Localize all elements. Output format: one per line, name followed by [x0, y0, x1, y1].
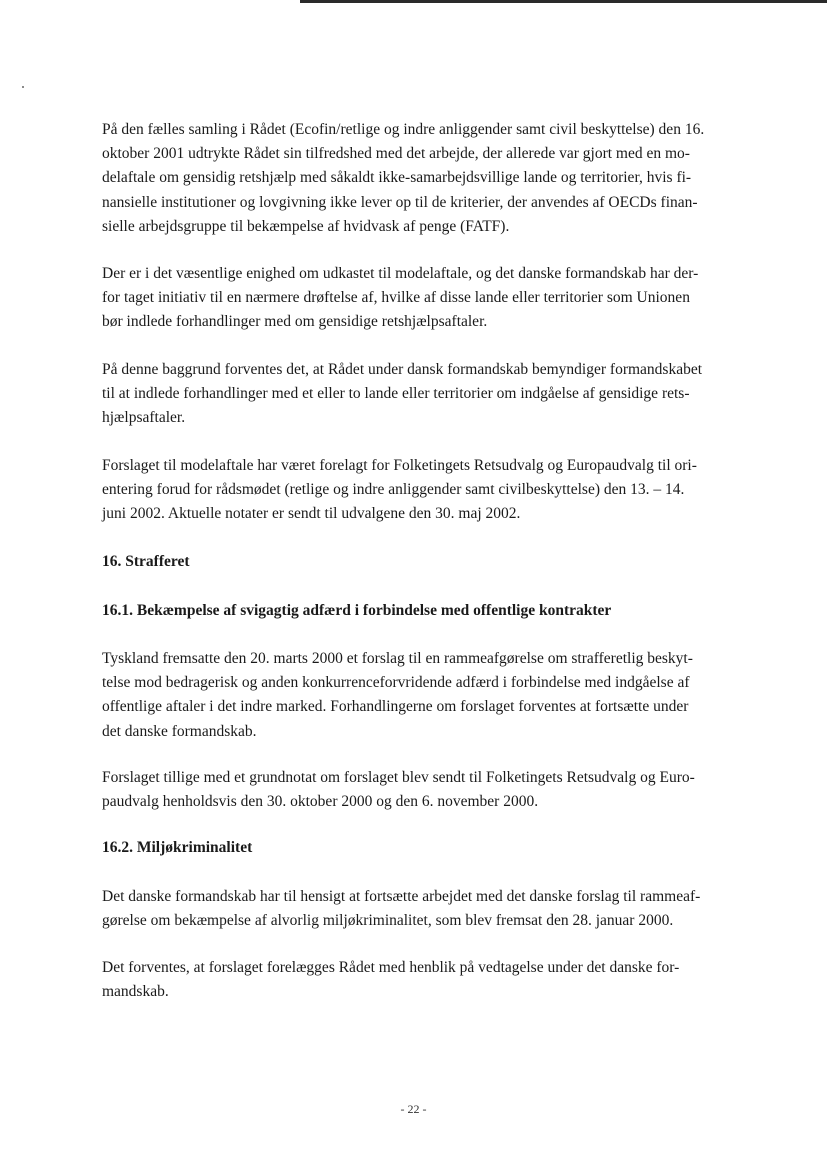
paragraph-line: hjælpsaftaler.: [102, 409, 186, 427]
paragraph-5: [102, 647, 752, 744]
paragraph-line: det danske formandskab.: [102, 722, 257, 740]
section-heading-16-1: [102, 599, 752, 623]
paragraph-line: Der er i det væsentlige enighed om udkastet til modelaftale, og det danske formandskab har der-: [102, 265, 699, 282]
paragraph-line: entering forud for rådsmødet (retlige og indre anliggender samt civilbeskyttelse) den 13. – 14.: [102, 481, 685, 499]
paragraph-7: [102, 885, 752, 933]
paragraph-line: paudvalg henholdsvis den 30. oktober 2000 og den 6. november 2000.: [102, 793, 539, 811]
paragraph-line: Det forventes, at forslaget forelægges Rådet med henblik på vedtagelse under det danske for-: [102, 959, 680, 976]
paragraph-line: Forslaget til modelaftale har været forelagt for Folketingets Retsudvalg og Europaudvalg til ori-: [102, 457, 697, 474]
top-border-rule: [300, 0, 827, 3]
paragraph-line: sielle arbejdsgruppe til bekæmpelse af hvidvask af penge (FATF).: [102, 217, 510, 235]
page-number: - 22 -: [400, 1102, 427, 1116]
paragraph-line: telse mod bedragerisk og anden konkurrenceforvridende adfærd i forbindelse med indgåelse af: [102, 674, 690, 692]
paragraph-1: [102, 118, 752, 239]
paragraph-line: offentlige aftaler i det indre marked. Forhandlingerne om forslaget forventes at fortsætte under: [102, 698, 689, 716]
paragraph-4: [102, 454, 752, 527]
paragraph-line: mandskab.: [102, 983, 169, 1001]
paragraph-3: [102, 358, 752, 431]
paragraph-6: [102, 766, 752, 814]
scan-speck: [22, 86, 24, 88]
section-title: 16. Strafferet: [102, 553, 190, 570]
paragraph-line: bør indlede forhandlinger med om gensidige retshjælpsaftaler.: [102, 313, 488, 331]
subsection-title: 16.2. Miljøkriminalitet: [102, 839, 253, 856]
paragraph-line: Forslaget tillige med et grundnotat om forslaget blev sendt til Folketingets Retsudvalg og Euro-: [102, 769, 695, 786]
paragraph-8: [102, 956, 752, 1004]
paragraph-line: På den fælles samling i Rådet (Ecofin/retlige og indre anliggender samt civil beskyttelse) den 16.: [102, 121, 705, 138]
paragraph-line: for taget initiativ til en nærmere drøftelse af, hvilke af disse lande eller territorier som Unionen: [102, 289, 690, 307]
paragraph-line: På denne baggrund forventes det, at Rådet under dansk formandskab bemyndiger formandskabet: [102, 361, 703, 378]
paragraph-line: Det danske formandskab har til hensigt at fortsætte arbejdet med det danske forslag til rammeaf-: [102, 888, 701, 905]
paragraph-line: gørelse om bekæmpelse af alvorlig miljøkriminalitet, som blev fremsat den 28. januar 2000.: [102, 912, 674, 930]
paragraph-line: Tyskland fremsatte den 20. marts 2000 et forslag til en rammeafgørelse om strafferetlig beskyt-: [102, 650, 693, 667]
paragraph-line: nansielle institutioner og lovgivning ikke lever op til de kriterier, der anvendes af OECDs finan-: [102, 193, 698, 211]
paragraph-line: oktober 2001 udtrykte Rådet sin tilfredshed med det arbejde, der allerede var gjort med en mo-: [102, 145, 690, 163]
paragraph-line: delaftale om gensidig retshjælp med såkaldt ikke-samarbejdsvillige lande og territorier, hvis fi-: [102, 169, 692, 187]
section-heading-16: [102, 550, 752, 574]
section-heading-16-2: [102, 836, 752, 860]
subsection-title: 16.1. Bekæmpelse af svigagtig adfærd i forbindelse med offentlige kontrakter: [102, 602, 612, 619]
paragraph-line: til at indlede forhandlinger med et eller to lande eller territorier om indgåelse af gensidige rets-: [102, 385, 690, 403]
paragraph-2: [102, 262, 752, 335]
paragraph-line: juni 2002. Aktuelle notater er sendt til udvalgene den 30. maj 2002.: [102, 505, 521, 523]
